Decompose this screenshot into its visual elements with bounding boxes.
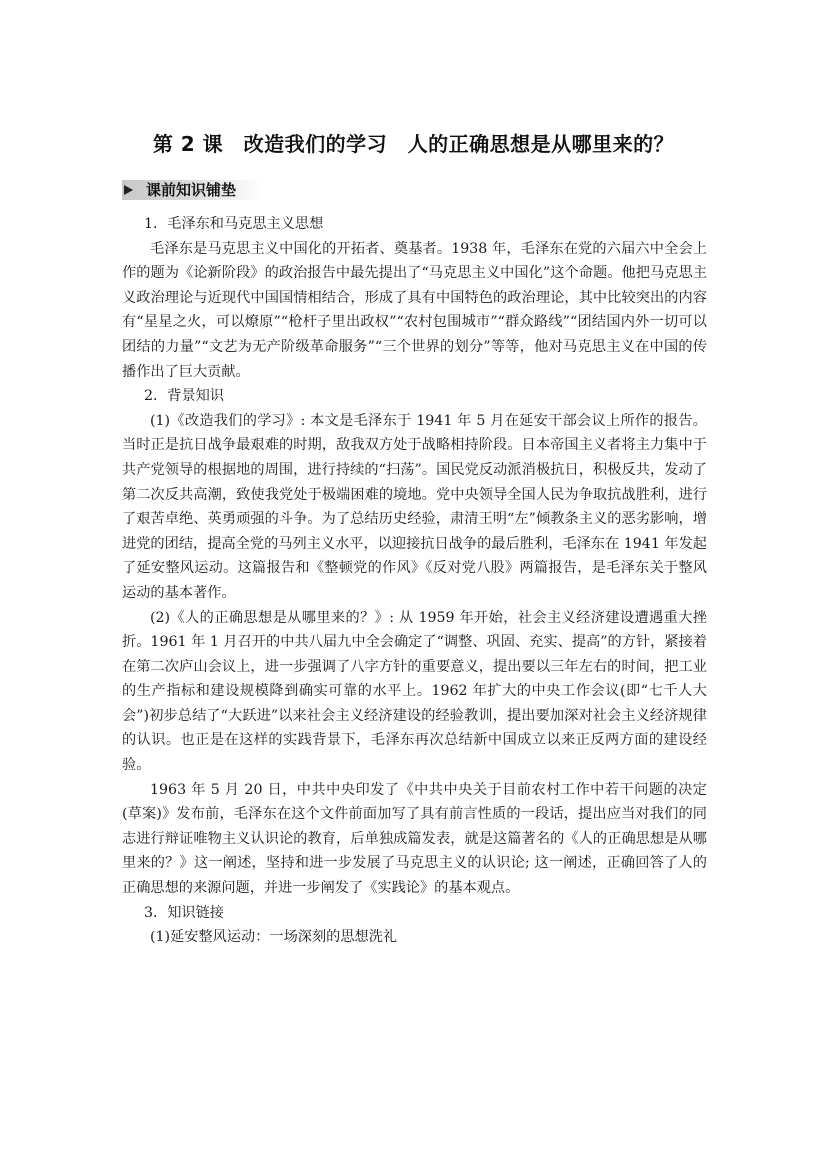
- document-body: [122, 212, 707, 950]
- section-banner-label: 课前知识铺垫: [146, 181, 237, 199]
- subsection-heading: (1)延安整风运动：一场深刻的思想洗礼: [150, 929, 398, 946]
- section-banner: [122, 180, 262, 200]
- lesson-title: 第 2 课 改造我们的学习 人的正确思想是从哪里来的？: [152, 132, 675, 156]
- section-heading: 2．背景知识: [144, 388, 224, 405]
- paragraph: (2)《人的正确思想是从哪里来的？》: 从 1959 年开始，社会主义经济建设遭遇重大挫折。1961 年 1 月召开的中共八届九中全会确定了“调整、巩固、充实、提高”的方针，紧接着在第二次庐山会议上，进一步强调了八字方针的重要意义，提出要以三年左右的时间，把工业的生产指标和建设规模降到确实可靠的水平上。1962 年扩大的中央工作会议(即“七千人大会”)初步总结了“大跃进”以来社会主义经济建设的经验教训，提出要加深对社会主义经济规律的认识。也正是在这样的实践背景下，毛泽东再次总结新中国成立以来正反两方面的建设经验。: [122, 609, 707, 774]
- paragraph: 1963 年 5 月 20 日，中共中央印发了《中共中央关于目前农村工作中若干问题的决定(草案)》发布前，毛泽东在这个文件前面加写了具有前言性质的一段话，提出应当对我们的同志进行辩证唯物主义认识论的教育，后单独成篇发表，就是这篇著名的《人的正确思想是从哪里来的？》这一阐述，坚持和进一步发展了马克思主义的认识论; 这一阐述，正确回答了人的正确思想的来源问题，并进一步阐发了《实践论》的基本观点。: [122, 781, 707, 897]
- paragraph: 毛泽东是马克思主义中国化的开拓者、奠基者。1938 年，毛泽东在党的六届六中全会上作的题为《论新阶段》的政治报告中最先提出了“马克思主义中国化”这个命题。他把马克思主义政治理论与近现代中国国情相结合，形成了具有中国特色的政治理论，其中比较突出的内容有“星星之火，可以燎原”“枪杆子里出政权”“农村包围城市”“群众路线”“团结国内外一切可以团结的力量”“文艺为无产阶级革命服务”“三个世界的划分”等等，他对马克思主义在中国的传播作出了巨大贡献。: [122, 240, 707, 380]
- arrow-right-icon: [124, 185, 133, 195]
- paragraph: (1)《改造我们的学习》: 本文是毛泽东于 1941 年 5 月在延安干部会议上所作的报告。当时正是抗日战争最艰难的时期，敌我双方处于战略相持阶段。日本帝国主义者将主力集中于共产党领导的根据地的周围，进行持续的“扫荡”。国民党反动派消极抗日，积极反共，发动了第二次反共高潮，致使我党处于极端困难的境地。党中央领导全国人民为争取抗战胜利，进行了艰苦卓绝、英勇顽强的斗争。为了总结历史经验，肃清王明“左”倾教条主义的恶劣影响，增进党的团结，提高全党的马列主义水平，以迎接抗日战争的最后胜利，毛泽东在 1941 年发起了延安整风运动。这篇报告和《整顿党的作风》《反对党八股》两篇报告，是毛泽东关于整风运动的基本著作。: [122, 412, 707, 601]
- section-heading: 3．知识链接: [144, 904, 224, 921]
- section-heading: 1．毛泽东和马克思主义思想: [144, 216, 324, 232]
